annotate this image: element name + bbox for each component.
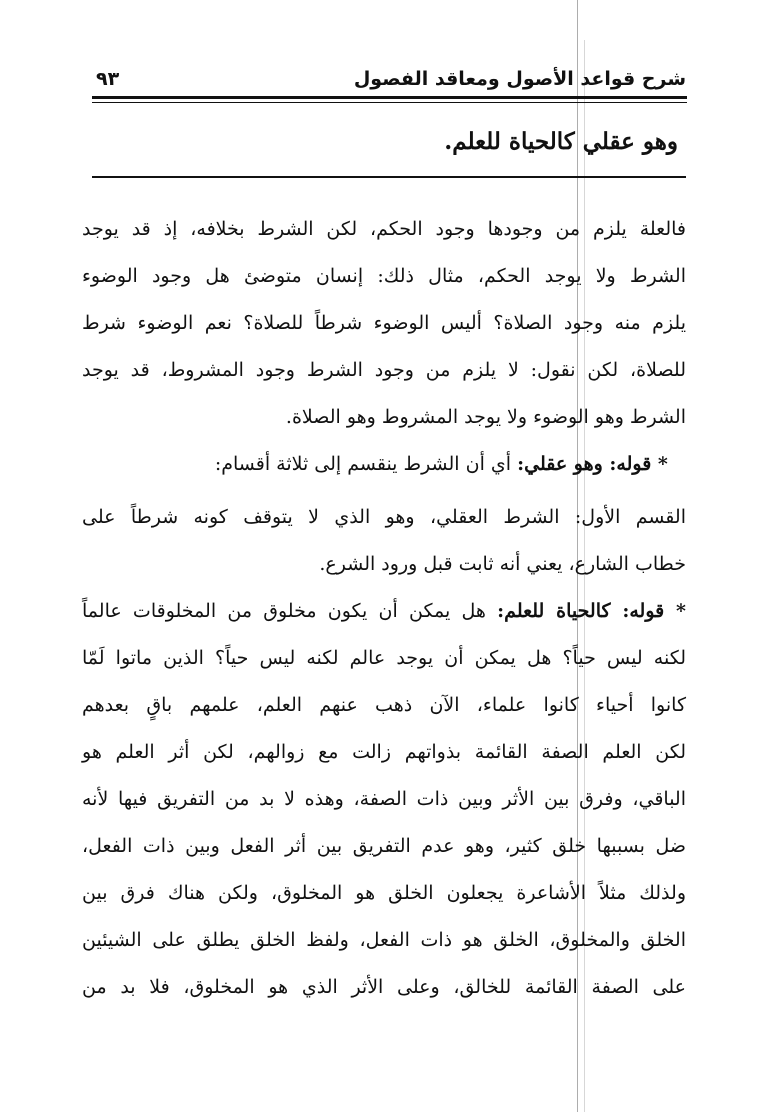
page-number: ٩٣: [96, 68, 120, 90]
matn-quote: وهو عقلي كالحياة للعلم.: [444, 128, 678, 155]
paragraph-qawluhu-aqli: [82, 441, 686, 488]
body-line: على الصفة القائمة للخالق، وعلى الأثر الذي هو المخلوق، فلا بد من: [82, 976, 686, 998]
body-line: خطاب الشارع، يعني أنه ثابت قبل ورود الشرع.: [319, 553, 686, 575]
running-header: [96, 66, 686, 94]
qawluhu-text: أي أن الشرط ينقسم إلى ثلاثة أقسام:: [214, 453, 512, 475]
body-line: الباقي، وفرق بين الأثر وبين ذات الصفة، وهذه لا بد من التفريق فيها لأنه: [82, 788, 686, 810]
paragraph-qawluhu-hayat: [82, 588, 686, 635]
qawluhu-marker: * قوله: كالحياة للعلم:: [497, 600, 686, 622]
body-line: لكنه ليس حياً؟ هل يمكن أن يوجد عالم لكنه ليس حياً؟ الذين ماتوا لَمّا: [82, 647, 686, 669]
body-line: يلزم منه وجود الصلاة؟ أليس الوضوء شرطاً للصلاة؟ نعم الوضوء شرط: [82, 312, 686, 334]
body-line: القسم الأول: الشرط العقلي، وهو الذي لا يتوقف كونه شرطاً على: [82, 506, 686, 528]
body-line: الشرط ولا يوجد الحكم، مثال ذلك: إنسان متوضئ هل وجود الوضوء: [82, 265, 686, 287]
body-line: الخلق والمخلوق، الخلق هو ذات الفعل، ولفظ الخلق يطلق على الشيئين: [82, 929, 686, 951]
body-line: لكن العلم الصفة القائمة بذواتهم زالت مع زوالهم، لكن أثر العلم هو: [82, 741, 686, 763]
header-rule-thin: [92, 102, 687, 103]
book-title: شرح قواعد الأصول ومعاقد الفصول: [353, 68, 686, 90]
body-line: الشرط وهو الوضوء ولا يوجد المشروط وهو الصلاة.: [285, 406, 686, 428]
commentary-body: [82, 206, 686, 1011]
body-line: فالعلة يلزم من وجودها وجود الحكم، لكن الشرط بخلافه، إذ قد يوجد: [82, 218, 686, 240]
body-line: للصلاة، لكن نقول: لا يلزم من وجود الشرط وجود المشروط، قد يوجد: [82, 359, 686, 381]
quote-separator-rule: [92, 176, 686, 178]
qawluhu-text: هل يمكن أن يكون مخلوق من المخلوقات عالماً: [82, 600, 486, 622]
body-line: ولذلك مثلاً الأشاعرة يجعلون الخلق هو المخلوق، ولكن هناك فرق بين: [82, 882, 686, 904]
body-line: كانوا أحياء كانوا علماء، الآن ذهب عنهم العلم، علمهم باقٍ بعدهم: [82, 694, 686, 716]
header-rule-thick: [92, 96, 687, 99]
body-line: ضل بسببها خلق كثير، وهو عدم التفريق بين أثر الفعل وبين ذات الفعل،: [82, 835, 686, 857]
qawluhu-marker: * قوله: وهو عقلي:: [517, 453, 668, 475]
